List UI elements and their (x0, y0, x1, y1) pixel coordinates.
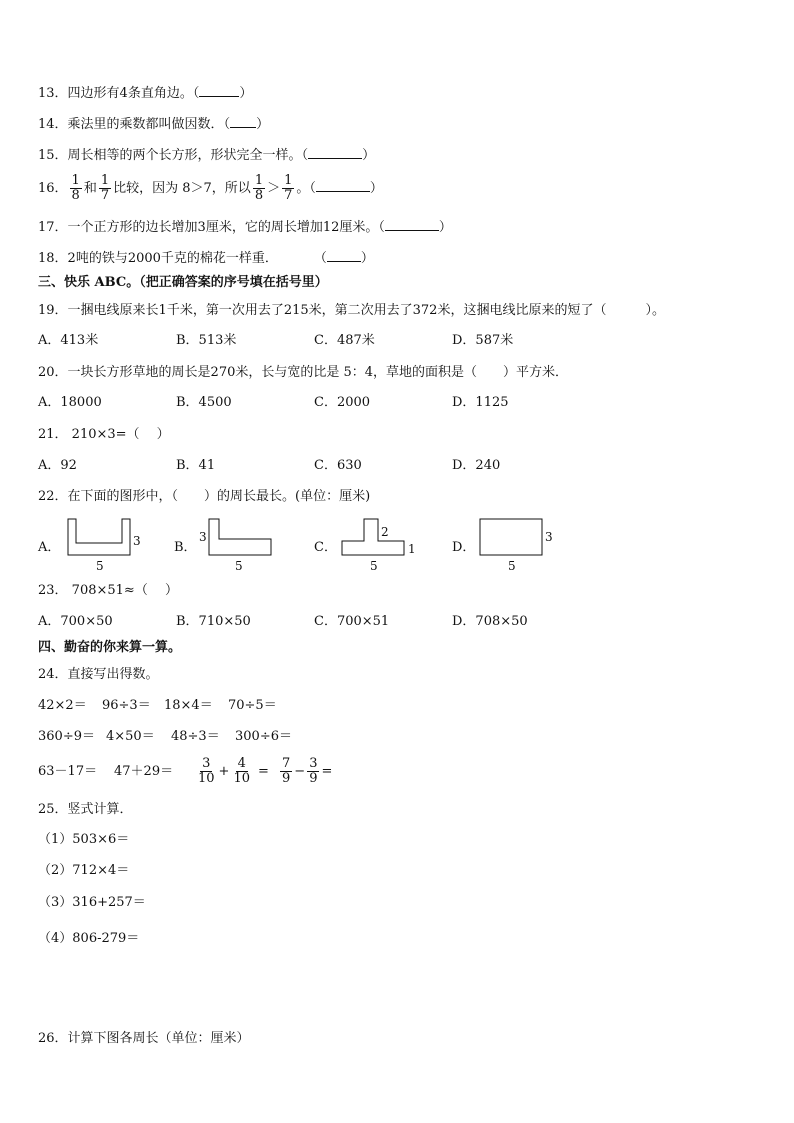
figure-a-bottom-label: 5 (96, 559, 104, 573)
question-24-title: 24．直接写出得数。 (38, 667, 159, 682)
figure-d-side-label: 3 (545, 530, 553, 544)
mental-math-row-1 (38, 696, 598, 716)
mental-math-item[interactable]: 70÷5＝ (228, 698, 277, 713)
figure-option-b-label[interactable]: B． (174, 540, 197, 555)
question-19: 19．一捆电线原来长1千米，第一次用去了215米，第二次用去了372米，这捆电线比原来的短了（ ）。 (38, 303, 665, 318)
fraction-1-8-b: $\frac{1}{8}$ (254, 173, 264, 203)
option-19-d[interactable]: D．587米 (452, 333, 514, 348)
question-15: 15．周长相等的两个长方形，形状完全一样。（ ） (38, 148, 376, 163)
answer-blank-17[interactable] (385, 218, 439, 237)
question-18: 18．2吨的铁与2000千克的棉花一样重． （ ） (38, 251, 374, 266)
fraction-1-8: $\frac{1}{8}$ (71, 173, 80, 203)
option-19-b[interactable]: B．513米 (176, 333, 237, 348)
answer-blank-14[interactable] (230, 115, 256, 134)
vertical-calc-item-1[interactable]: （1）503×6＝ (38, 832, 130, 847)
figure-a-u-shape (60, 515, 150, 575)
option-23-a[interactable]: A．700×50 (38, 614, 113, 629)
question-26-title: 26．计算下图各周长（单位：厘米） (38, 1031, 250, 1046)
figure-a-side-label: 3 (133, 534, 141, 548)
mental-math-row-3 (38, 756, 598, 796)
option-23-d[interactable]: D．708×50 (452, 614, 528, 629)
answer-blank-15[interactable] (308, 146, 362, 165)
mental-math-item[interactable]: 4×50＝ (106, 729, 155, 744)
mental-math-item[interactable]: 63－17＝ (38, 764, 98, 779)
options-19 (38, 332, 598, 350)
mental-math-item[interactable]: 42×2＝ (38, 698, 87, 713)
option-21-b[interactable]: B．41 (176, 458, 216, 473)
mental-math-item[interactable]: 48÷3＝ (171, 729, 220, 744)
mental-math-item[interactable]: 360÷9＝ (38, 729, 95, 744)
mental-math-item[interactable]: 300÷6＝ (235, 729, 292, 744)
question-16: 16． $\frac{1}{8}$ 和 $\frac{1}{7}$ 比较，因为 8＞7，所以 $\frac{1}{8}$ ＞ $\frac{1}{7}$ 。（ ） (38, 172, 383, 206)
figure-d-rectangle (472, 515, 562, 575)
figure-c-top-label: 2 (381, 525, 389, 539)
mental-math-item[interactable]: 96÷3＝ (102, 698, 151, 713)
option-23-b[interactable]: B．710×50 (176, 614, 251, 629)
figure-option-d-label[interactable]: D． (452, 540, 476, 555)
option-23-c[interactable]: C．700×51 (314, 614, 390, 629)
options-21 (38, 457, 598, 475)
vertical-calc-item-2[interactable]: （2）712×4＝ (38, 863, 130, 878)
options-20 (38, 394, 598, 412)
question-20: 20．一块长方形草地的周长是270米，长与宽的比是 5：4，草地的面积是（ ）平方米． (38, 365, 569, 380)
vertical-calc-item-4[interactable]: （4）806-279＝ (38, 931, 140, 946)
section-3-title: 三、快乐 ABC。（把正确答案的序号填在括号里） (38, 275, 328, 290)
question-25-title: 25．竖式计算． (38, 802, 133, 817)
option-21-a[interactable]: A．92 (38, 458, 77, 473)
answer-blank-16[interactable] (316, 172, 370, 206)
answer-blank-13[interactable] (199, 84, 239, 103)
question-21: 21． 210×3=（ ） (38, 427, 170, 442)
mental-math-item[interactable]: 18×4＝ (164, 698, 213, 713)
option-21-c[interactable]: C．630 (314, 458, 362, 473)
fraction-sum-item[interactable]: $\frac{3}{10}$ + $\frac{4}{10}$ = (198, 756, 269, 786)
mental-math-item[interactable]: 47＋29＝ (114, 764, 174, 779)
figure-b-l-shape (195, 515, 285, 575)
answer-blank-18[interactable] (327, 249, 361, 268)
question-22: 22．在下面的图形中，（ ）的周长最长。(单位：厘米) (38, 489, 371, 504)
question-14: 14．乘法里的乘数都叫做因数．（ ） (38, 117, 270, 132)
option-19-c[interactable]: C．487米 (314, 333, 375, 348)
option-19-a[interactable]: A．413米 (38, 333, 99, 348)
figure-d-bottom-label: 5 (508, 559, 516, 573)
option-20-b[interactable]: B．4500 (176, 395, 232, 410)
option-21-d[interactable]: D．240 (452, 458, 501, 473)
question-23: 23． 708×51≈（ ） (38, 583, 178, 598)
option-20-c[interactable]: C．2000 (314, 395, 371, 410)
figure-c-side-label: 1 (408, 542, 416, 556)
question-13: 13．四边形有4条直角边。（ ） (38, 86, 253, 101)
fraction-difference-item[interactable]: $\frac{7}{9}$ − $\frac{3}{9}$ = (282, 756, 333, 786)
mental-math-row-2 (38, 727, 598, 747)
figure-c-t-shape (334, 515, 424, 575)
section-4-title: 四、勤奋的你来算一算。 (38, 640, 182, 655)
figure-b-side-label: 3 (199, 530, 207, 544)
fraction-1-7-b: $\frac{1}{7}$ (284, 173, 293, 203)
option-20-a[interactable]: A．18000 (38, 395, 102, 410)
figure-b-bottom-label: 5 (235, 559, 243, 573)
figure-c-bottom-label: 5 (370, 559, 378, 573)
option-20-d[interactable]: D．1125 (452, 395, 509, 410)
fraction-1-7: $\frac{1}{7}$ (100, 173, 110, 203)
vertical-calc-item-3[interactable]: （3）316+257＝ (38, 895, 146, 910)
question-17: 17．一个正方形的边长增加3厘米，它的周长增加12厘米。（ ） (38, 220, 452, 235)
figure-option-a-label[interactable]: A． (38, 540, 61, 555)
options-23 (38, 613, 598, 631)
figure-option-c-label[interactable]: C． (314, 540, 337, 555)
